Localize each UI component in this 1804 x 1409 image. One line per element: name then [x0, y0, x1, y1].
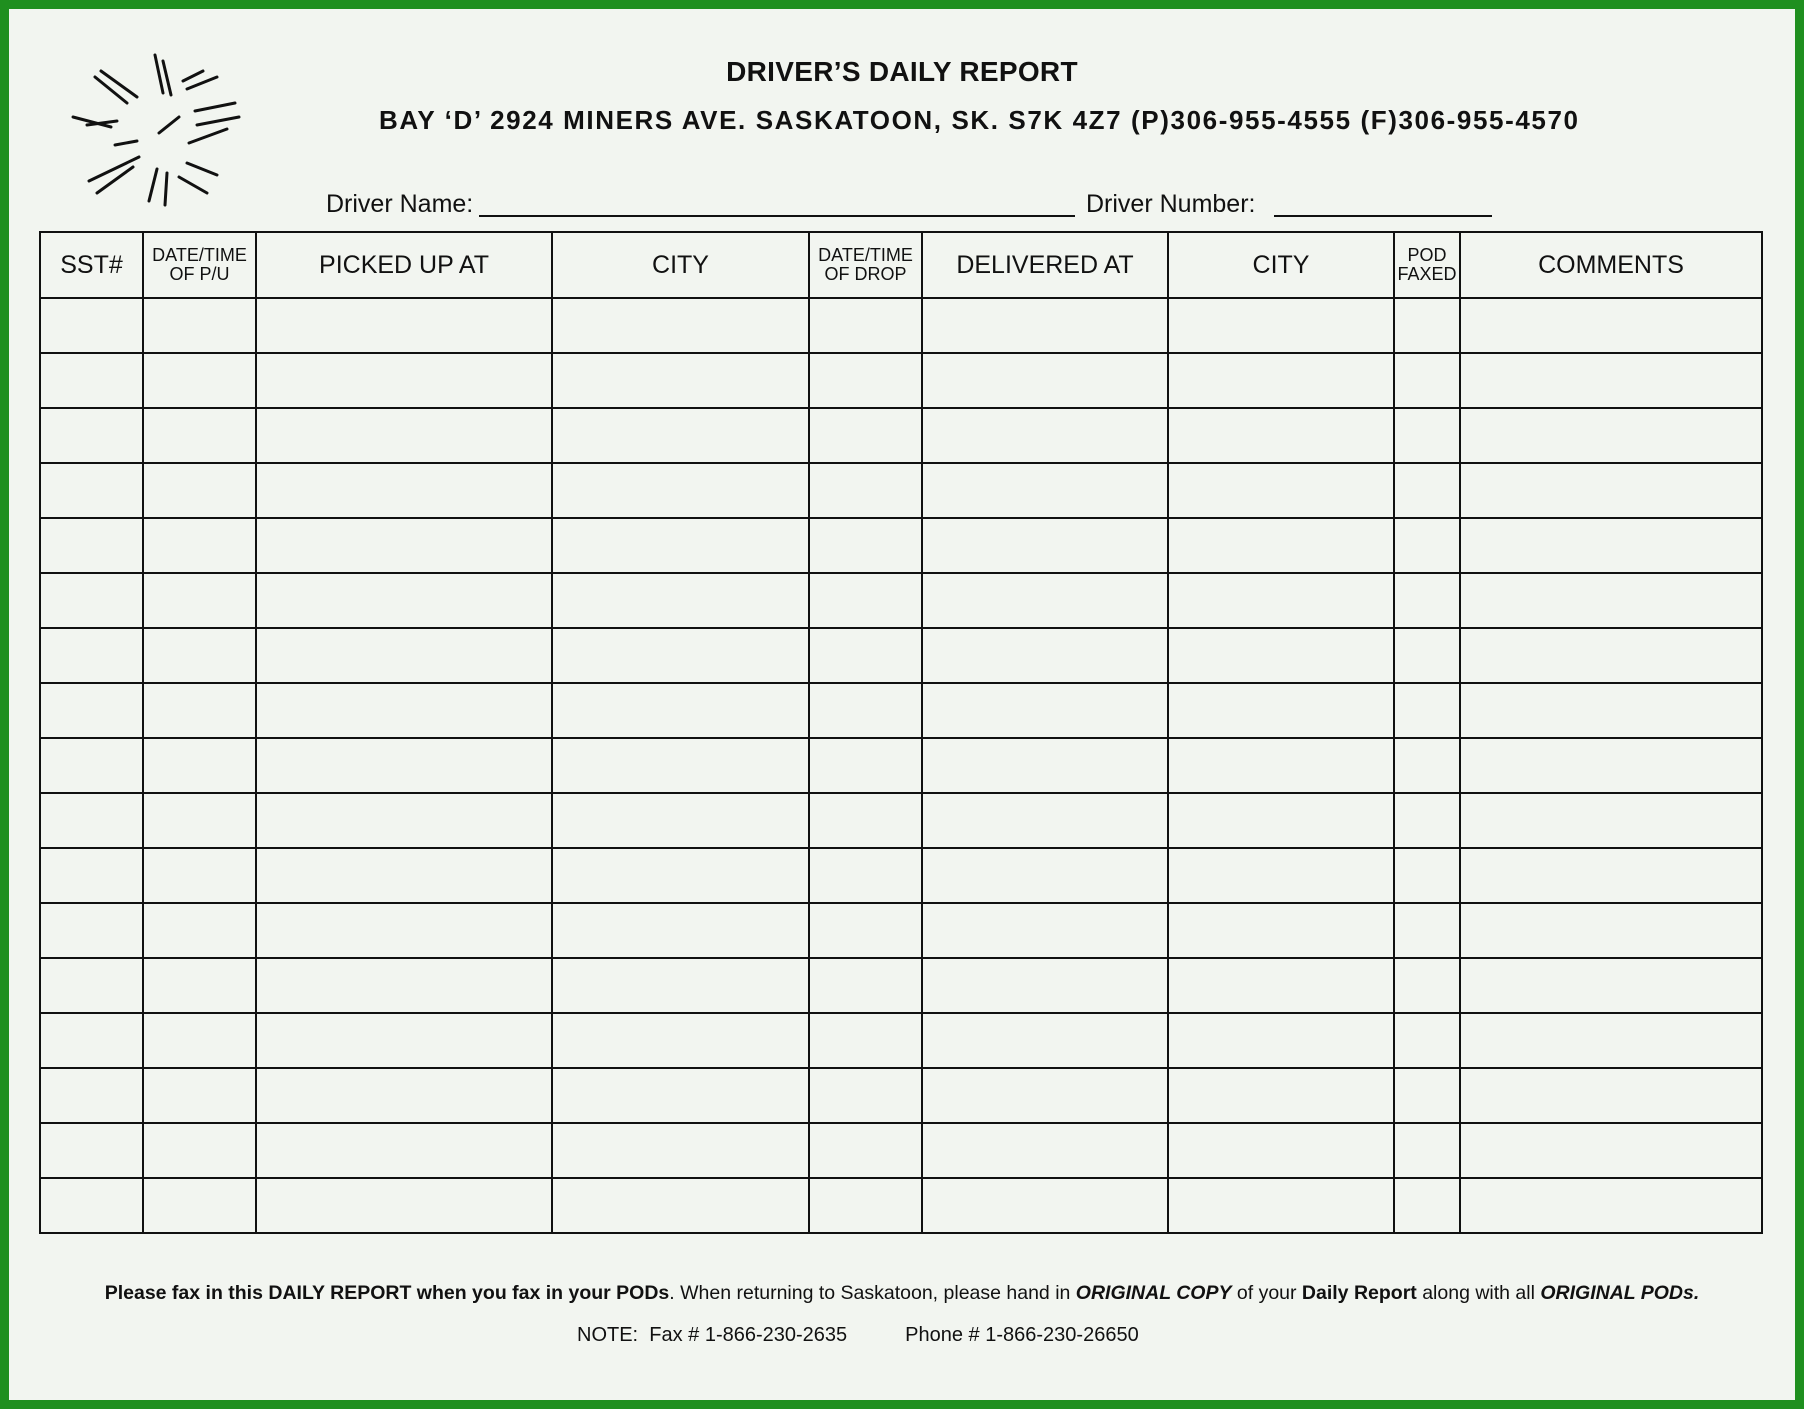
- table-cell[interactable]: [1460, 1013, 1762, 1068]
- table-cell[interactable]: [40, 353, 143, 408]
- table-row: [40, 738, 1762, 793]
- table-cell[interactable]: [1394, 1178, 1460, 1233]
- table-cell[interactable]: [552, 1123, 809, 1178]
- table-cell[interactable]: [143, 683, 256, 738]
- table-row: [40, 1013, 1762, 1068]
- table-cell[interactable]: [1460, 628, 1762, 683]
- table-cell[interactable]: [1168, 958, 1394, 1013]
- table-cell[interactable]: [922, 958, 1168, 1013]
- table-cell[interactable]: [552, 298, 809, 353]
- table-cell[interactable]: [256, 738, 552, 793]
- table-row: [40, 408, 1762, 463]
- table-cell[interactable]: [1168, 738, 1394, 793]
- table-cell[interactable]: [809, 793, 922, 848]
- table-cell[interactable]: [1394, 353, 1460, 408]
- fax-number: Fax # 1-866-230-2635: [649, 1324, 848, 1346]
- table-cell[interactable]: [1168, 683, 1394, 738]
- table-row: [40, 848, 1762, 903]
- table-cell[interactable]: [922, 463, 1168, 518]
- table-cell[interactable]: [552, 793, 809, 848]
- table-cell[interactable]: [143, 738, 256, 793]
- table-cell[interactable]: [552, 518, 809, 573]
- table-cell[interactable]: [1168, 298, 1394, 353]
- table-cell[interactable]: [1394, 903, 1460, 958]
- table-cell[interactable]: [1460, 573, 1762, 628]
- table-cell[interactable]: [143, 1178, 256, 1233]
- report-sheet: [9, 9, 1795, 1400]
- table-cell[interactable]: [1394, 463, 1460, 518]
- table-cell[interactable]: [1394, 518, 1460, 573]
- table-cell[interactable]: [809, 353, 922, 408]
- column-header: DELIVERED AT: [922, 232, 1168, 298]
- table-cell[interactable]: [922, 903, 1168, 958]
- footer-note: [577, 1324, 1139, 1347]
- table-cell[interactable]: [922, 628, 1168, 683]
- table-cell[interactable]: [922, 738, 1168, 793]
- table-cell[interactable]: [256, 1068, 552, 1123]
- table-cell[interactable]: [1394, 738, 1460, 793]
- table-cell[interactable]: [1168, 1013, 1394, 1068]
- table-cell[interactable]: [1168, 353, 1394, 408]
- table-cell[interactable]: [922, 1178, 1168, 1233]
- table-cell[interactable]: [143, 573, 256, 628]
- table-cell[interactable]: [1394, 1068, 1460, 1123]
- table-cell[interactable]: [1394, 298, 1460, 353]
- report-title: DRIVER’S DAILY REPORT: [726, 56, 1078, 87]
- table-cell[interactable]: [1394, 958, 1460, 1013]
- table-cell[interactable]: [552, 1068, 809, 1123]
- table-cell[interactable]: [256, 1013, 552, 1068]
- table-cell[interactable]: [143, 848, 256, 903]
- table-cell[interactable]: [40, 628, 143, 683]
- table-cell[interactable]: [1460, 738, 1762, 793]
- table-cell[interactable]: [552, 1178, 809, 1233]
- table-cell[interactable]: [256, 683, 552, 738]
- table-cell[interactable]: [1460, 1068, 1762, 1123]
- column-header: DATE/TIME OF P/U: [143, 232, 256, 298]
- table-cell[interactable]: [256, 848, 552, 903]
- table-row: [40, 573, 1762, 628]
- table-cell[interactable]: [1460, 848, 1762, 903]
- company-address: BAY ‘D’ 2924 MINERS AVE. SASKATOON, SK. S7K 4Z7 (P)306-955-4555 (F)306-955-4570: [379, 105, 1580, 135]
- table-cell[interactable]: [552, 573, 809, 628]
- table-cell[interactable]: [256, 903, 552, 958]
- table-cell[interactable]: [1168, 848, 1394, 903]
- table-cell[interactable]: [922, 1013, 1168, 1068]
- table-cell[interactable]: [552, 683, 809, 738]
- column-header: PICKED UP AT: [256, 232, 552, 298]
- table-cell[interactable]: [1168, 628, 1394, 683]
- footer-original-copy: ORIGINAL COPY: [1075, 1282, 1232, 1304]
- table-cell[interactable]: [40, 848, 143, 903]
- table-cell[interactable]: [1460, 298, 1762, 353]
- table-cell[interactable]: [809, 518, 922, 573]
- driver-number-field[interactable]: [1274, 215, 1492, 217]
- table-row: [40, 683, 1762, 738]
- table-cell[interactable]: [1460, 1123, 1762, 1178]
- table-row: [40, 298, 1762, 353]
- table-cell[interactable]: [256, 353, 552, 408]
- table-cell[interactable]: [1394, 628, 1460, 683]
- table-cell[interactable]: [1460, 518, 1762, 573]
- table-cell[interactable]: [256, 408, 552, 463]
- table-cell[interactable]: [143, 353, 256, 408]
- table-cell[interactable]: [1168, 408, 1394, 463]
- table-cell[interactable]: [256, 628, 552, 683]
- table-cell[interactable]: [922, 353, 1168, 408]
- table-cell[interactable]: [143, 518, 256, 573]
- report-table: [39, 231, 1763, 1234]
- table-cell[interactable]: [143, 1123, 256, 1178]
- table-cell[interactable]: [1460, 408, 1762, 463]
- table-cell[interactable]: [552, 848, 809, 903]
- table-cell[interactable]: [143, 903, 256, 958]
- table-cell[interactable]: [40, 1123, 143, 1178]
- column-header: SST#: [40, 232, 143, 298]
- table-cell[interactable]: [256, 958, 552, 1013]
- table-cell[interactable]: [1460, 903, 1762, 958]
- table-cell[interactable]: [40, 298, 143, 353]
- column-header: CITY: [552, 232, 809, 298]
- table-cell[interactable]: [1460, 958, 1762, 1013]
- table-cell[interactable]: [1394, 848, 1460, 903]
- table-row: [40, 1123, 1762, 1178]
- column-header: COMMENTS: [1460, 232, 1762, 298]
- table-cell[interactable]: [40, 573, 143, 628]
- table-cell[interactable]: [922, 1068, 1168, 1123]
- table-row: [40, 628, 1762, 683]
- table-cell[interactable]: [809, 408, 922, 463]
- table-cell[interactable]: [40, 683, 143, 738]
- table-cell[interactable]: [1168, 573, 1394, 628]
- footer-daily-report: Daily Report: [1301, 1282, 1417, 1304]
- table-cell[interactable]: [40, 738, 143, 793]
- table-cell[interactable]: [922, 573, 1168, 628]
- table-cell[interactable]: [1168, 463, 1394, 518]
- table-cell[interactable]: [1460, 1178, 1762, 1233]
- table-cell[interactable]: [1460, 683, 1762, 738]
- table-cell[interactable]: [256, 298, 552, 353]
- table-cell[interactable]: [1460, 793, 1762, 848]
- table-cell[interactable]: [552, 958, 809, 1013]
- table-cell[interactable]: [143, 463, 256, 518]
- table-cell[interactable]: [809, 463, 922, 518]
- table-cell[interactable]: [922, 683, 1168, 738]
- table-cell[interactable]: [40, 463, 143, 518]
- table-cell[interactable]: [552, 353, 809, 408]
- table-cell[interactable]: [40, 958, 143, 1013]
- table-cell[interactable]: [256, 793, 552, 848]
- table-cell[interactable]: [143, 1013, 256, 1068]
- phone-number: Phone # 1-866-230-26650: [905, 1324, 1139, 1346]
- table-cell[interactable]: [1394, 408, 1460, 463]
- table-cell[interactable]: [256, 573, 552, 628]
- footer-text: of your: [1231, 1282, 1302, 1304]
- table-cell[interactable]: [922, 298, 1168, 353]
- table-header-row: [40, 232, 1762, 298]
- table-row: [40, 518, 1762, 573]
- table-cell[interactable]: [40, 793, 143, 848]
- table-row: [40, 793, 1762, 848]
- table-cell[interactable]: [143, 1068, 256, 1123]
- table-cell[interactable]: [809, 1013, 922, 1068]
- table-cell[interactable]: [809, 683, 922, 738]
- table-cell[interactable]: [1394, 1013, 1460, 1068]
- column-header: CITY: [1168, 232, 1394, 298]
- driver-number-label: Driver Number:: [1086, 190, 1256, 218]
- table-row: [40, 1178, 1762, 1233]
- table-cell[interactable]: [1168, 793, 1394, 848]
- table-cell[interactable]: [809, 848, 922, 903]
- table-cell[interactable]: [40, 1068, 143, 1123]
- table-cell[interactable]: [143, 628, 256, 683]
- table-cell[interactable]: [552, 1013, 809, 1068]
- footer-text: along with all: [1416, 1282, 1541, 1304]
- table-cell[interactable]: [922, 518, 1168, 573]
- table-cell[interactable]: [1168, 903, 1394, 958]
- table-cell[interactable]: [809, 298, 922, 353]
- footer-instructions: [9, 1282, 1795, 1305]
- table-cell[interactable]: [809, 573, 922, 628]
- table-cell[interactable]: [143, 958, 256, 1013]
- table-cell[interactable]: [809, 1068, 922, 1123]
- table-cell[interactable]: [552, 408, 809, 463]
- table-cell[interactable]: [40, 518, 143, 573]
- table-cell[interactable]: [1394, 1123, 1460, 1178]
- table-cell[interactable]: [40, 408, 143, 463]
- column-header: DATE/TIME OF DROP: [809, 232, 922, 298]
- footer-text-bold: Please fax in this DAILY REPORT when you fax in your PODs: [104, 1282, 670, 1304]
- table-cell[interactable]: [40, 1178, 143, 1233]
- table-body: [40, 298, 1762, 1233]
- table-cell[interactable]: [809, 628, 922, 683]
- table-cell[interactable]: [552, 463, 809, 518]
- table-row: [40, 1068, 1762, 1123]
- table-cell[interactable]: [809, 958, 922, 1013]
- table-cell[interactable]: [1168, 1123, 1394, 1178]
- driver-name-field[interactable]: [479, 215, 1075, 217]
- table-cell[interactable]: [40, 1013, 143, 1068]
- table-cell[interactable]: [922, 793, 1168, 848]
- footer-text: . When returning to Saskatoon, please hand in: [669, 1282, 1076, 1304]
- column-header: POD FAXED: [1394, 232, 1460, 298]
- table-cell[interactable]: [40, 903, 143, 958]
- footer-original-pods: ORIGINAL PODs.: [1540, 1282, 1700, 1304]
- table-cell[interactable]: [922, 1123, 1168, 1178]
- table-cell[interactable]: [143, 408, 256, 463]
- table-cell[interactable]: [1168, 1068, 1394, 1123]
- table-cell[interactable]: [1460, 463, 1762, 518]
- table-cell[interactable]: [922, 848, 1168, 903]
- table-cell[interactable]: [256, 1123, 552, 1178]
- table-cell[interactable]: [552, 628, 809, 683]
- table-cell[interactable]: [552, 903, 809, 958]
- driver-name-label: Driver Name:: [326, 190, 474, 218]
- table-cell[interactable]: [922, 408, 1168, 463]
- table-cell[interactable]: [256, 463, 552, 518]
- table-cell[interactable]: [552, 738, 809, 793]
- note-label: NOTE:: [577, 1324, 639, 1346]
- table-cell[interactable]: [1394, 793, 1460, 848]
- table-cell[interactable]: [256, 1178, 552, 1233]
- table-cell[interactable]: [256, 518, 552, 573]
- table-cell[interactable]: [1460, 353, 1762, 408]
- table-cell[interactable]: [143, 298, 256, 353]
- table-cell[interactable]: [1394, 573, 1460, 628]
- table-cell[interactable]: [809, 738, 922, 793]
- table-cell[interactable]: [809, 1178, 922, 1233]
- table-row: [40, 463, 1762, 518]
- table-cell[interactable]: [1168, 1178, 1394, 1233]
- table-row: [40, 958, 1762, 1013]
- table-cell[interactable]: [809, 1123, 922, 1178]
- table-cell[interactable]: [1168, 518, 1394, 573]
- table-cell[interactable]: [809, 903, 922, 958]
- table-row: [40, 903, 1762, 958]
- table-cell[interactable]: [143, 793, 256, 848]
- table-cell[interactable]: [1394, 683, 1460, 738]
- table-row: [40, 353, 1762, 408]
